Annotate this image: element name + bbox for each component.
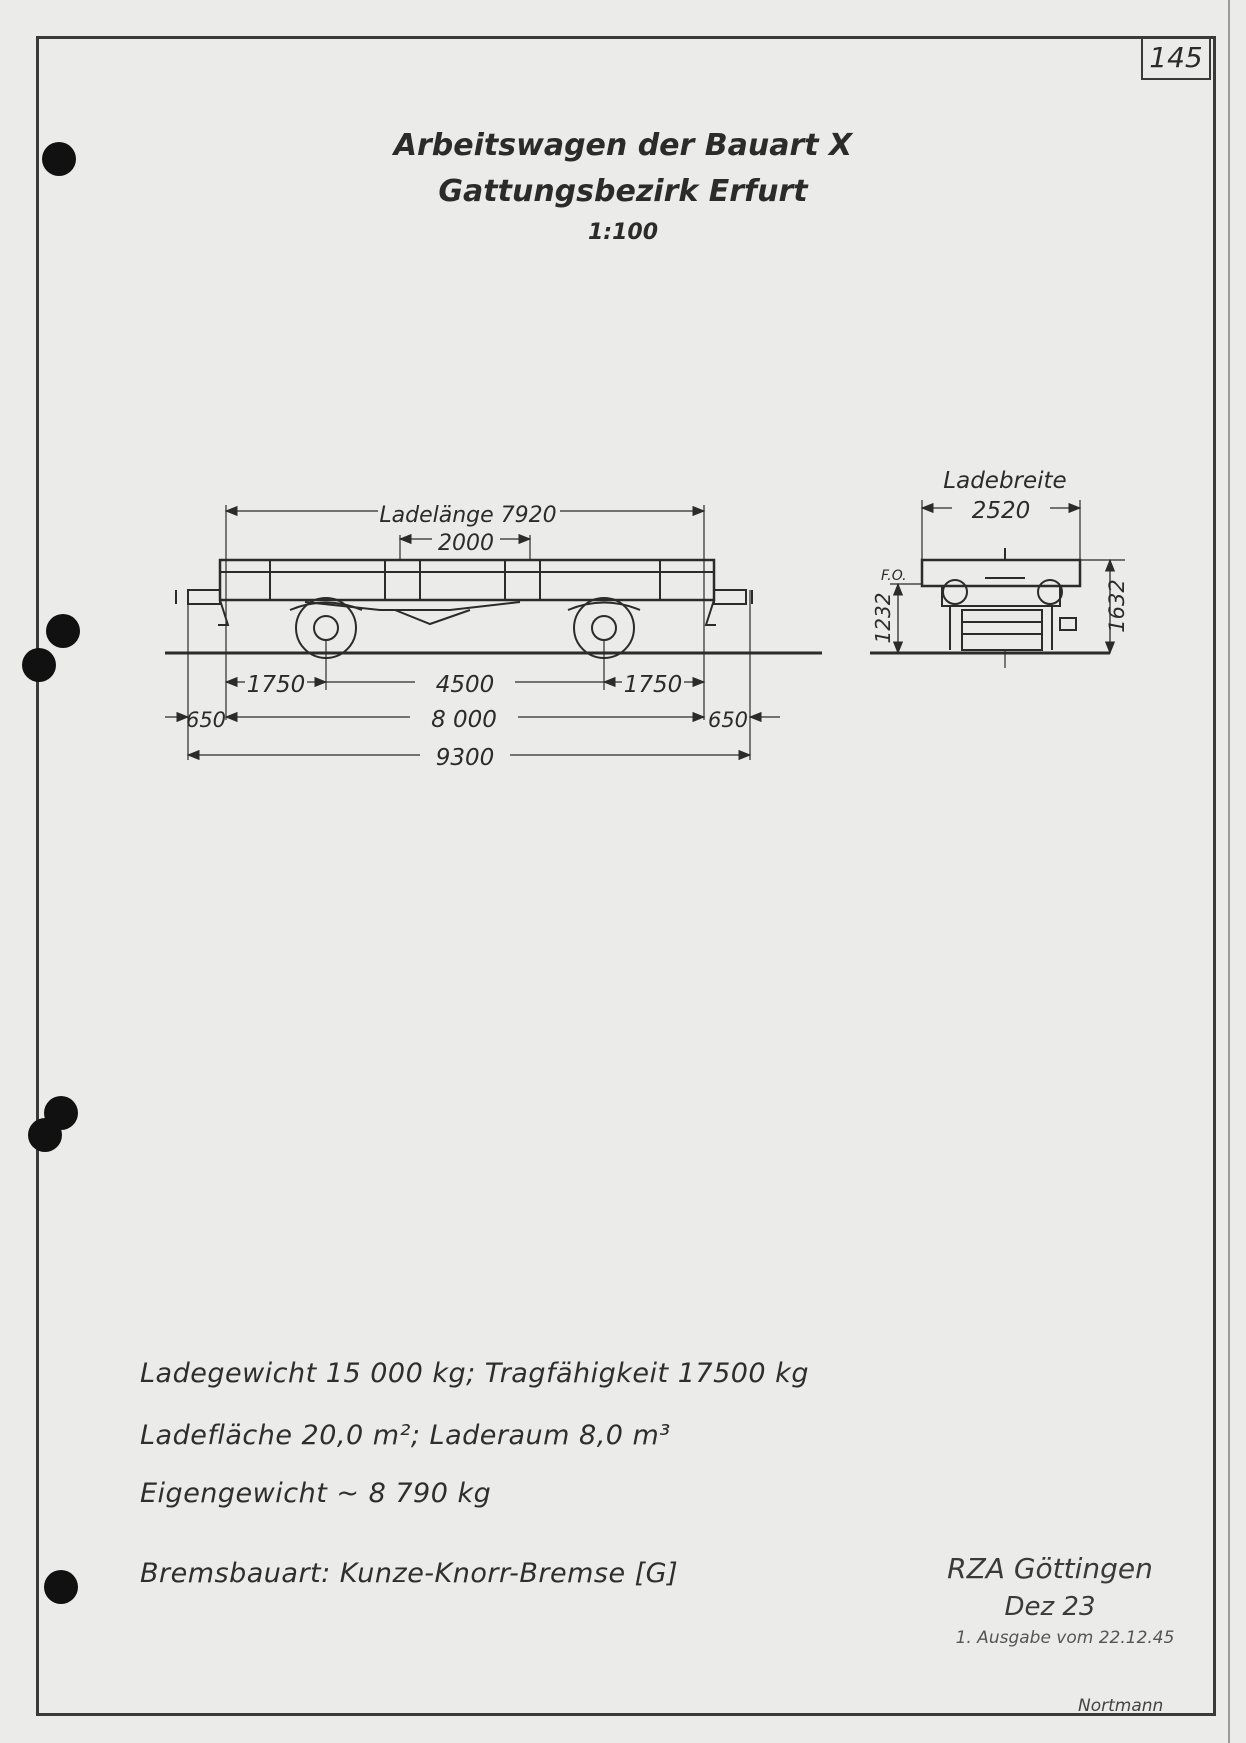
signature: Nortmann [1078, 1696, 1164, 1716]
floor-marker: F.O. [881, 568, 907, 584]
punch-hole [28, 1118, 62, 1152]
stamp-office: RZA Göttingen [947, 1552, 1153, 1585]
dim-load-width: 2520 [971, 498, 1031, 524]
title-scale: 1:100 [587, 220, 659, 245]
title-line-1: Arbeitswagen der Bauart X [393, 128, 853, 163]
dim-frame-length: 8 000 [431, 707, 497, 733]
page-number: 145 [1141, 36, 1211, 80]
stamp-code: Dez 23 [1004, 1592, 1096, 1622]
end-view [870, 500, 1125, 668]
dim-overhang-right: 1750 [623, 672, 683, 698]
end-view-heading: Ladebreite [943, 468, 1067, 494]
stamp-edition: 1. Ausgabe vom 22.12.45 [955, 1628, 1175, 1648]
dim-buffer-left: 650 [185, 708, 227, 732]
dim-load-length: Ladelänge 7920 [379, 503, 557, 528]
wagon-technical-drawing [0, 0, 1246, 800]
dim-wheelbase: 4500 [435, 672, 495, 698]
spec-load-area: Ladefläche 20,0 m²; Laderaum 8,0 m³ [140, 1420, 671, 1451]
spec-brake-type: Bremsbauart: Kunze-Knorr-Bremse [G] [140, 1558, 679, 1589]
spec-load-capacity: Ladegewicht 15 000 kg; Tragfähigkeit 17500 kg [140, 1358, 809, 1389]
dim-total-length: 9300 [435, 745, 495, 771]
dim-middle-section: 2000 [438, 531, 494, 556]
dim-total-height: 1632 [1105, 579, 1129, 633]
dim-floor-height: 1232 [871, 592, 895, 644]
dim-overhang-left: 1750 [246, 672, 306, 698]
punch-hole [44, 1570, 78, 1604]
spec-tare-weight: Eigengewicht ~ 8 790 kg [140, 1478, 492, 1509]
title-line-2: Gattungsbezirk Erfurt [438, 174, 808, 209]
dim-buffer-right: 650 [707, 708, 749, 732]
